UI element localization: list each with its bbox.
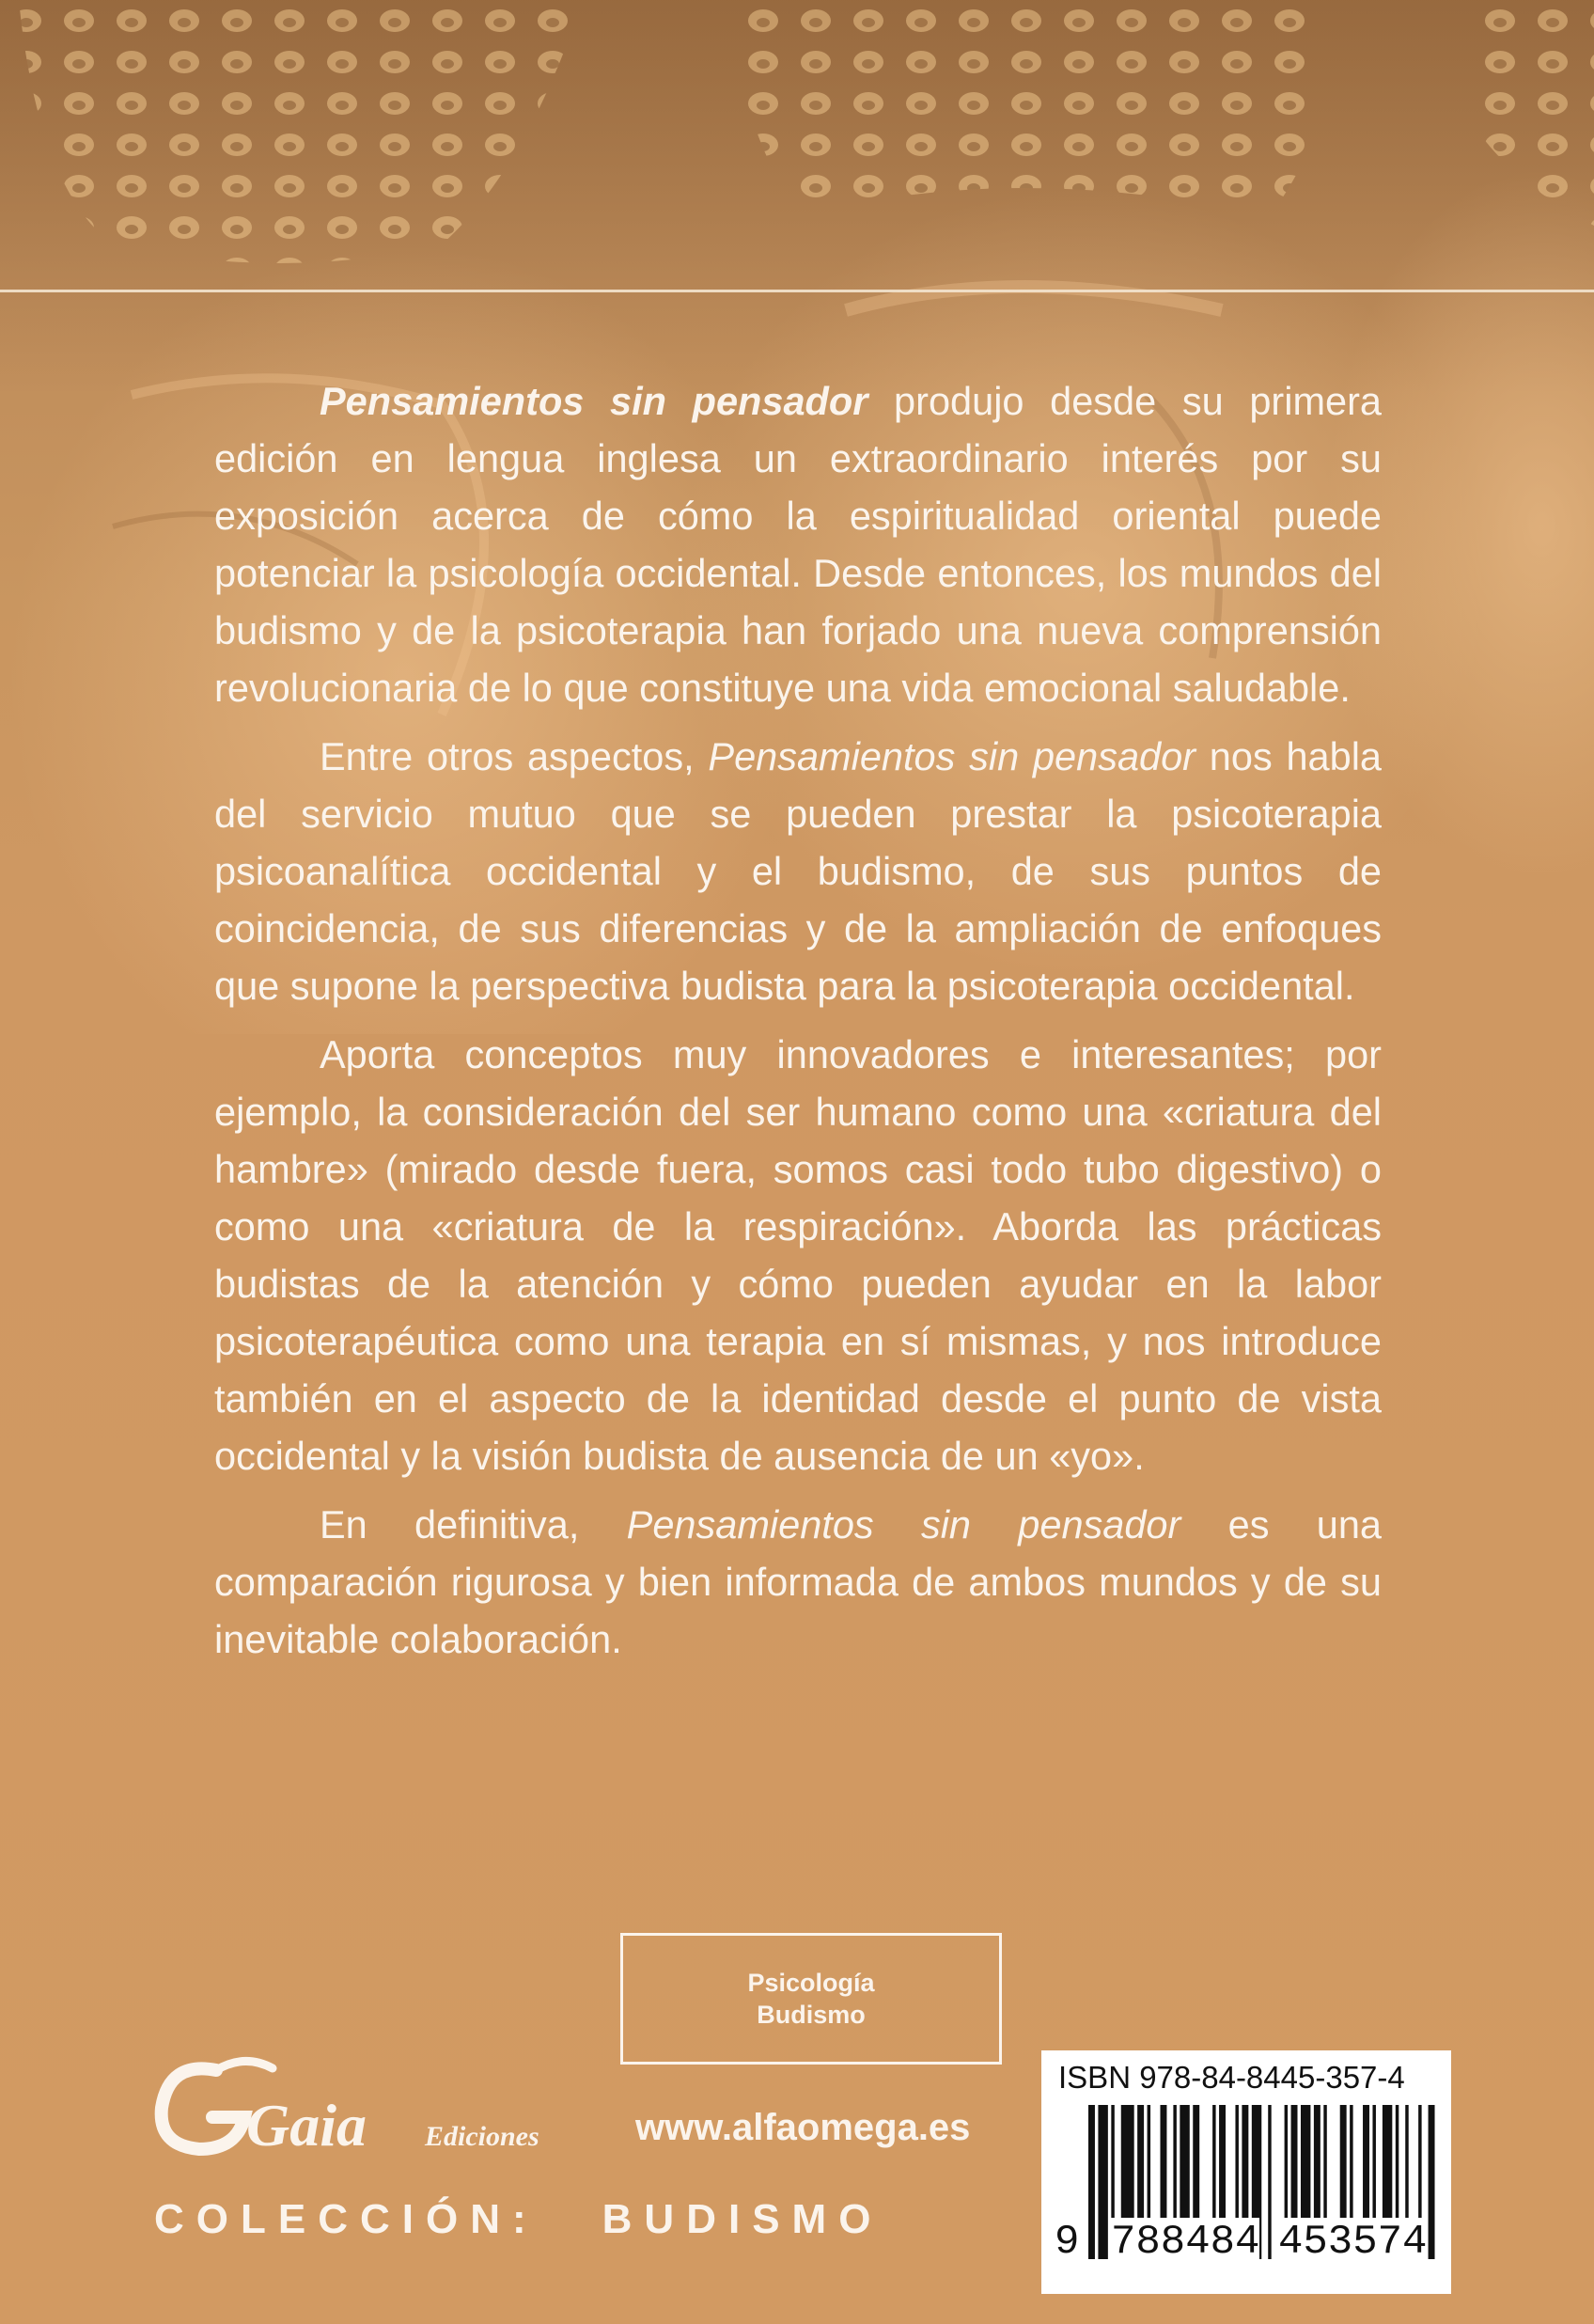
paragraph-1: Pensamientos sin pensador produjo desde su primera edición en lengua inglesa un extraordinario interés por su exposición acerca de cómo la espiritualidad oriental puede potenciar la psicología occidental. Desde entonces, los mundos del budismo y de la psicoterapia han forjado una nueva comprensión revolucionaria de lo que constituye una vida emocional saludable. xyxy=(214,379,1382,710)
isbn-barcode xyxy=(1041,2050,1451,2294)
barcode-first-digit: 9 xyxy=(1055,2219,1080,2266)
barcode-right-group: 453574 xyxy=(1278,2219,1428,2266)
paragraph-4: En definitiva, Pensamientos sin pensador es una comparación rigurosa y bien informada de ambos mundos y de su inevitable colaboración. xyxy=(214,1502,1382,1661)
subject-psicologia: Psicología xyxy=(747,1969,875,1997)
barcode-bar xyxy=(1088,2105,1095,2259)
book-title: Pensamientos sin pensador xyxy=(626,1502,1181,1547)
collection-name: BUDISMO xyxy=(602,2196,883,2242)
isbn-text: ISBN 978-84-8445-357-4 xyxy=(1058,2060,1405,2095)
publisher-website: www.alfaomega.es xyxy=(635,2107,971,2148)
subject-category-box xyxy=(620,1933,1002,2065)
collection-line xyxy=(154,2196,883,2243)
back-cover-blurb xyxy=(214,372,1382,1679)
paragraph-2: Entre otros aspectos, Pensamientos sin pensador nos habla del servicio mutuo que se pueden prestar la psicoterapia psicoanalítica occidental y el budismo, de sus puntos de coincidencia, de sus diferencias y de la ampliación de enfoques que supone la perspectiva budista para la psicoterapia occidental. xyxy=(214,734,1382,1008)
logo-main-text: Gaia xyxy=(246,2092,367,2159)
subject-budismo: Budismo xyxy=(757,2001,866,2029)
barcode-bar xyxy=(1098,2105,1107,2259)
paragraph-3: Aporta conceptos muy innovadores e interesantes; por ejemplo, la consideración del ser humano como una «criatura del hambre» (mirado desde fuera, somos casi todo tubo digestivo) o como una «criatura de la respiración». Aborda las prácticas budistas de la atención y cómo pueden ayudar en la labor psicoterapéutica como una terapia en sí mismas, y nos introduce también en el aspecto de la identidad desde el punto de vista occidental y la visión budista de ausencia de un «yo». xyxy=(214,1032,1382,1478)
barcode-bar xyxy=(1429,2105,1435,2259)
gaia-ediciones-logo xyxy=(150,2051,602,2164)
collection-label: COLECCIÓN: xyxy=(154,2196,539,2242)
barcode-bar xyxy=(1268,2105,1271,2259)
book-title: Pensamientos sin pensador xyxy=(320,379,868,423)
barcode-left-group: 788484 xyxy=(1111,2219,1260,2266)
logo-sub-text: Ediciones xyxy=(425,2121,539,2152)
book-title: Pensamientos sin pensador xyxy=(708,734,1196,778)
horizontal-rule xyxy=(0,290,1594,292)
